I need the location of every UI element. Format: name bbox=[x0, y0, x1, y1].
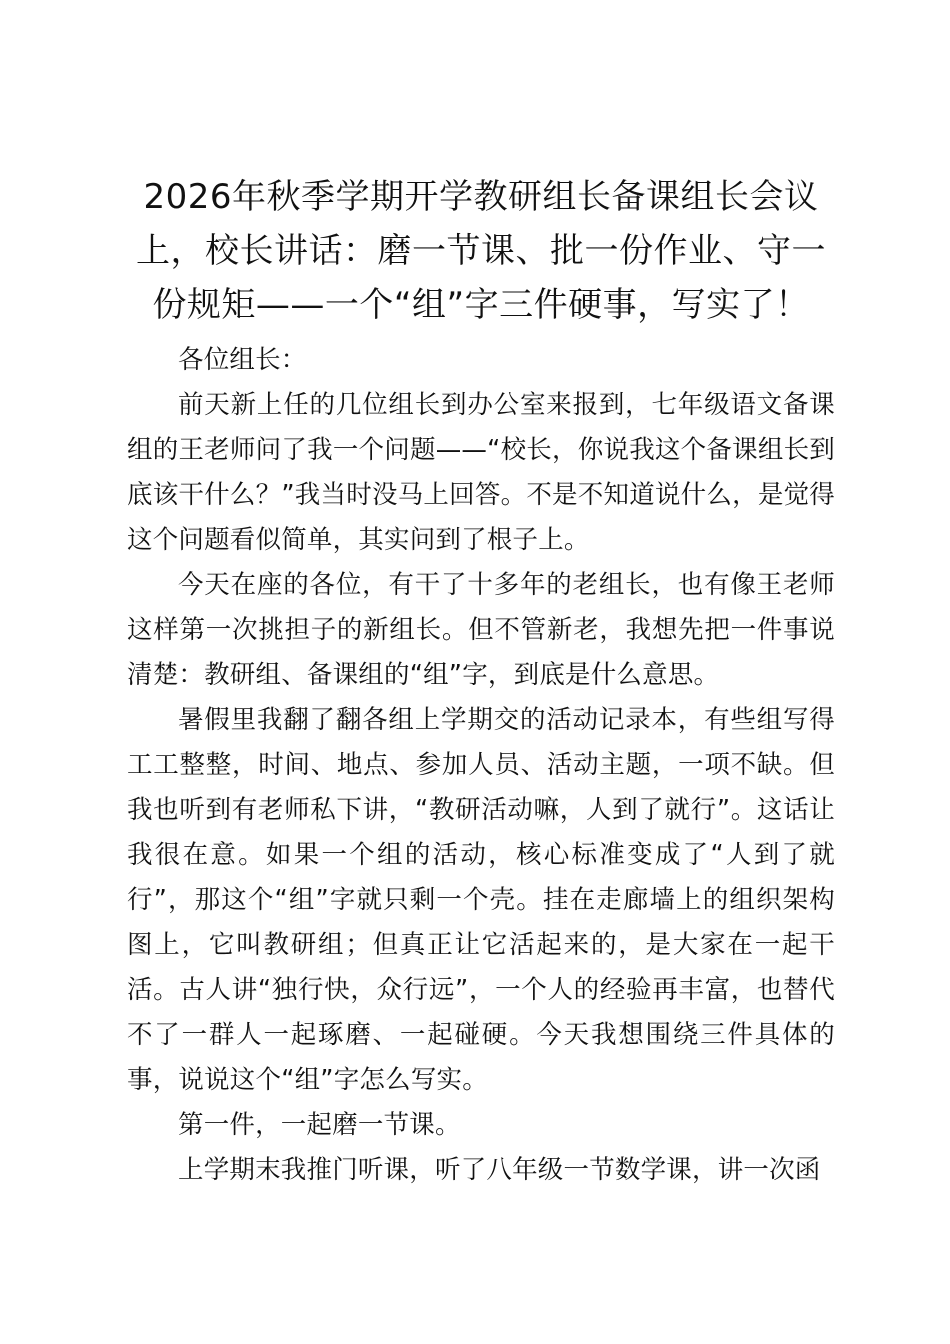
title-line: 2026年秋季学期开学教研组长备课组长会议 bbox=[143, 177, 819, 217]
document-title bbox=[127, 170, 835, 332]
paragraph: 暑假里我翻了翻各组上学期交的活动记录本，有些组写得工工整整，时间、地点、参加人员、活动主题，一项不缺。但我也听到有老师私下讲，“教研活动嘛，人到了就行”。这话让我很在意。如果一个组的活动，核心标准变成了“人到了就行”，那这个“组”字就只剩一个壳。挂在走廊墙上的组织架构图上，它叫教研组；但真正让它活起来的，是大家在一起干活。古人讲“独行快，众行远”，一个人的经验再丰富，也替代不了一群人一起琢磨、一起碰硬。今天我想围绕三件具体的事，说说这个“组”字怎么写实。 bbox=[127, 705, 835, 1095]
paragraph: 前天新上任的几位组长到办公室来报到，七年级语文备课组的王老师问了我一个问题——“校长，你说我这个备课组长到底该干什么？”我当时没马上回答。不是不知道说什么，是觉得这个问题看似简单，其实问到了根子上。 bbox=[127, 390, 835, 555]
document-body bbox=[127, 338, 835, 1193]
paragraph: 上学期末我推门听课，听了八年级一节数学课，讲一次函 bbox=[178, 1155, 821, 1185]
title-line: 上，校长讲话：磨一节课、批一份作业、守一 bbox=[136, 231, 826, 271]
paragraph: 今天在座的各位，有干了十多年的老组长，也有像王老师这样第一次挑担子的新组长。但不管新老，我想先把一件事说清楚：教研组、备课组的“组”字，到底是什么意思。 bbox=[127, 570, 835, 690]
title-line: 份规矩——一个“组”字三件硬事，写实了！ bbox=[152, 285, 810, 325]
salutation: 各位组长： bbox=[178, 345, 307, 375]
section-heading: 第一件，一起磨一节课。 bbox=[178, 1110, 461, 1140]
document-content bbox=[127, 170, 835, 1193]
